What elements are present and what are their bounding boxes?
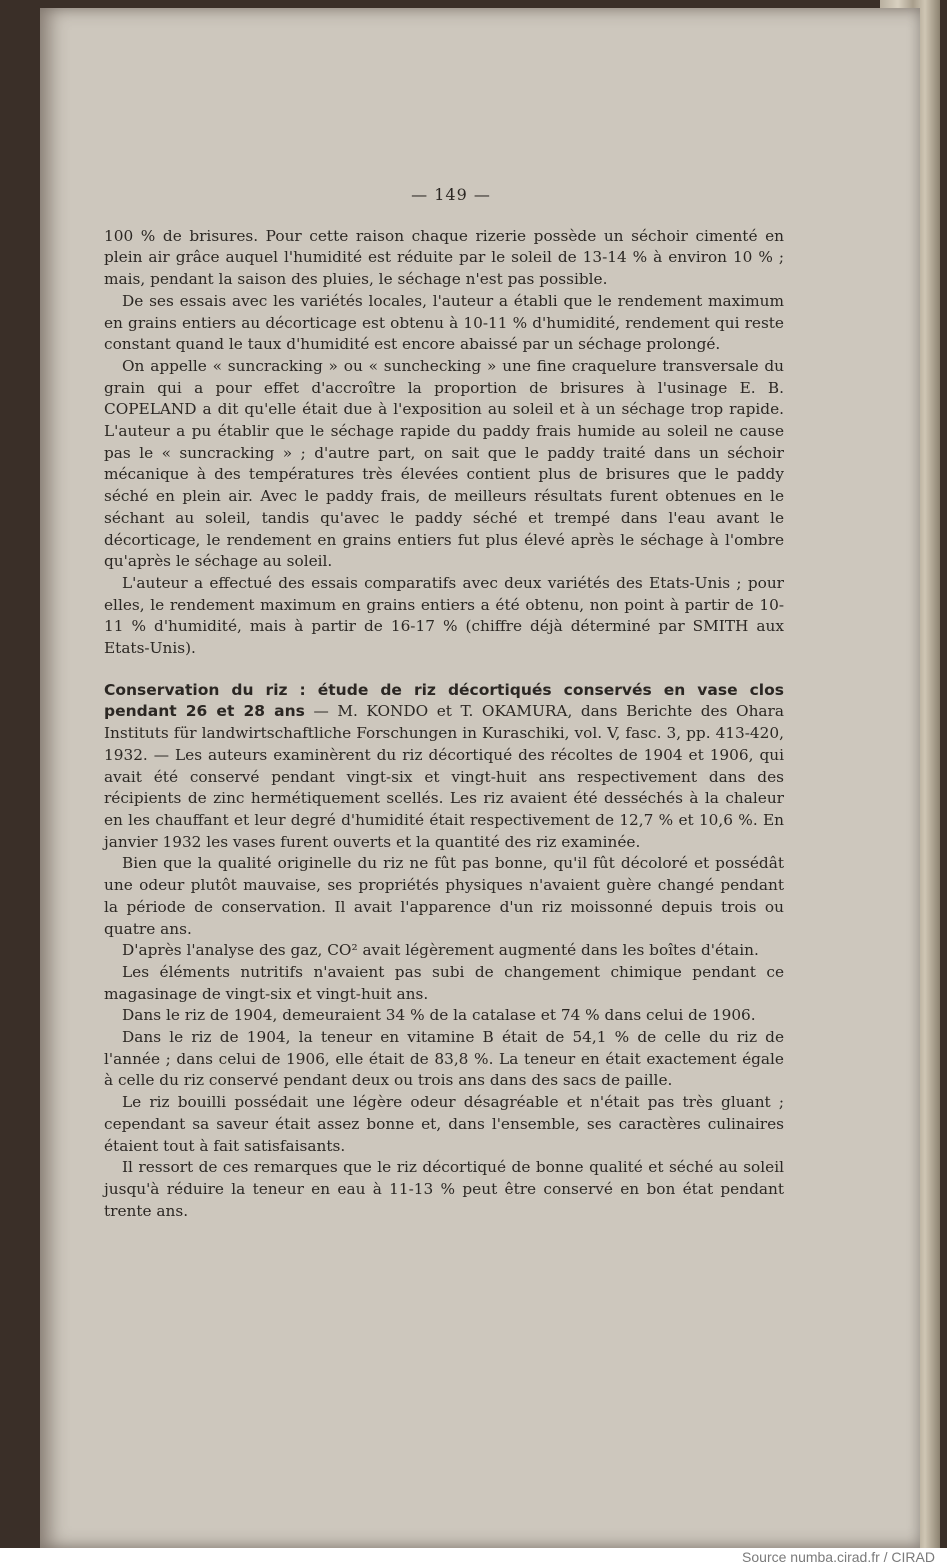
paragraph: D'après l'analyse des gaz, CO² avait légèrement augmenté dans les boîtes d'étain.	[122, 941, 759, 960]
section-gap	[104, 660, 784, 680]
paragraph: De ses essais avec les variétés locales, l'auteur a établi que le rendement maximum en grains entiers au décorticage est obtenu à 10-11 % d'humidité, rendement qui reste constant quand le taux d'humidité est encore abaissé par un séchage prolongé.	[104, 291, 784, 354]
paragraph: Il ressort de ces remarques que le riz décortiqué de bonne qualité et séché au soleil jusqu'à réduire la teneur en eau à 11-13 % peut être conservé en bon état pendant trente ans.	[104, 1158, 784, 1220]
page-number: — 149 —	[411, 185, 491, 204]
paragraph: On appelle « suncracking » ou « sunchecking » une fine craquelure transversale du grain qui a pour effet d'accroître la proportion de brisures à l'usinage E. B. COPELAND a dit qu'elle était due à l'exposition au soleil et à un séchage trop rapide. L'auteur a pu établir que le séchage rapide du paddy frais humide au soleil ne cause pas le « suncracking » ; d'autre part, on sait que le paddy traité dans un séchoir mécanique à des températures très élevées contient plus de brisures que le paddy séché en plein air. Avec le paddy frais, de meilleurs résultats furent obtenues en le séchant au soleil, tandis qu'avec le paddy séché et trempé dans l'eau avant le décorticage, le rendement en grains entiers fut plus élevé après le séchage à l'ombre qu'après le séchage au soleil.	[104, 356, 784, 571]
paragraph: Bien que la qualité originelle du riz ne fût pas bonne, qu'il fût décoloré et possédât une odeur plutôt mauvaise, ses propriétés physiques n'avaient guère changé pendant la période de conservation. Il avait l'apparence d'un riz moissonné depuis trois ou quatre ans.	[104, 854, 784, 938]
book-page	[40, 8, 920, 1548]
paragraph: 100 % de brisures. Pour cette raison chaque rizerie possède un séchoir cimenté en plein air grâce auquel l'humidité est réduite par le soleil de 13-14 % à environ 10 % ; mais, pendant la saison des pluies, le séchage n'est pas possible.	[104, 226, 784, 289]
page-content	[104, 184, 784, 1222]
article-heading: Conservation du riz : étude de riz décortiqués conservés en vase clos pendant 26 et 28 ans	[104, 680, 784, 721]
article-citation: — M. KONDO et T. OKAMURA, dans Berichte des Ohara Instituts für landwirtschaftliche Forschungen in Kuraschiki, vol. V, fasc. 3, pp. 413-420, 1932. — Les auteurs examinèrent du riz décortiqué des récoltes de 1904 et 1906, qui avait été conservé pendant vingt-six et vingt-huit ans respectivement dans des récipients de zinc hermétiquement scellés. Les riz avaient été desséchés à la chaleur en les chauffant et leur degré d'humidité était respectivement de 12,7 % et 10,6 %. En janvier 1932 les vases furent ouverts et la quantité des riz examinée.	[104, 702, 784, 851]
paragraph: Les éléments nutritifs n'avaient pas subi de changement chimique pendant ce magasinage de vingt-six et vingt-huit ans.	[104, 962, 784, 1003]
paragraph: Dans le riz de 1904, demeuraient 34 % de la catalase et 74 % dans celui de 1906.	[122, 1006, 756, 1025]
paragraph: Dans le riz de 1904, la teneur en vitamine B était de 54,1 % de celle du riz de l'année ; dans celui de 1906, elle était de 83,8 %. La teneur en était exactement égale à celle du riz conservé pendant deux ou trois ans dans des sacs de paille.	[104, 1028, 784, 1090]
source-credit: Source numba.cirad.fr / CIRAD	[742, 1549, 935, 1565]
paragraph: L'auteur a effectué des essais comparatifs avec deux variétés des Etats-Unis ; pour elles, le rendement maximum en grains entiers a été obtenu, non point à partir de 10-11 % d'humidité, mais à partir de 16-17 % (chiffre déjà déterminé par SMITH aux Etats-Unis).	[104, 573, 784, 658]
article-entry	[104, 680, 784, 854]
paragraph: Le riz bouilli possédait une légère odeur désagréable et n'était pas très gluant ; cependant sa saveur était assez bonne et, dans l'ensemble, ses caractères culinaires étaient tout à fait satisfaisants.	[104, 1093, 784, 1155]
